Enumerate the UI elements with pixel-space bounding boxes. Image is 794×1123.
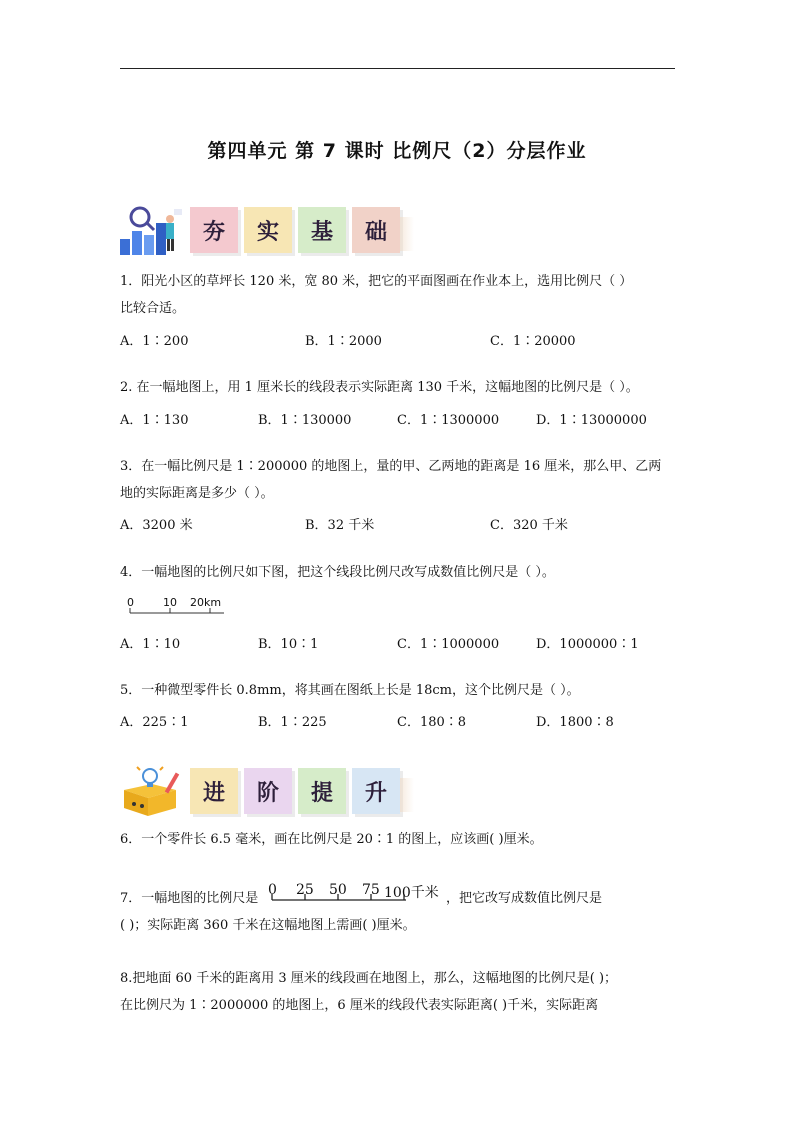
question-8-line-1: 8.把地面 60 千米的距离用 3 厘米的线段画在地图上，那么，这幅地图的比例尺是( )； — [120, 971, 618, 986]
section-char: 阶 — [244, 768, 292, 814]
page-title: 第四单元 第 7 课时 比例尺（2）分层作业 — [207, 140, 587, 162]
option-b: B．1∶2000 — [305, 334, 382, 349]
option-a: A．1∶130 — [120, 413, 189, 428]
scale-label: 0 — [127, 596, 134, 609]
question-5-line-1: 5．一种微型零件长 0.8mm，将其画在图纸上长是 18cm，这个比例尺是（ ）。 — [120, 683, 580, 698]
section-banner-basic — [118, 205, 408, 257]
question-1-line-2: 比较合适。 — [120, 301, 186, 316]
option-a: A．3200 米 — [120, 518, 193, 533]
question-7-suffix: ，把它改写成数值比例尺是 — [446, 891, 603, 906]
header-rule — [120, 68, 675, 69]
scale-label: 0 — [268, 882, 277, 898]
option-d: D．1000000∶1 — [536, 637, 639, 652]
question-4-line-1: 4．一幅地图的比例尺如下图，把这个线段比例尺改写成数值比例尺是（ ）。 — [120, 565, 555, 580]
scale-label: 25 — [296, 882, 314, 898]
banner-fade — [400, 217, 414, 251]
scale-label: 50 — [329, 882, 347, 898]
option-a: A．1∶10 — [120, 637, 181, 652]
question-3-line-1: 3．在一幅比例尺是 1∶200000 的地图上，量的甲、乙两地的距离是 16 厘米，那么甲、乙两 — [120, 459, 662, 474]
section-char: 实 — [244, 207, 292, 253]
section-char: 础 — [352, 207, 400, 253]
section-char: 夯 — [190, 207, 238, 253]
question-7-prefix: 7．一幅地图的比例尺是 — [120, 891, 259, 906]
question-8-line-2: 在比例尺为 1∶2000000 的地图上，6 厘米的线段代表实际距离( )千米，实际距离 — [120, 998, 599, 1013]
question-6-line-1: 6．一个零件长 6.5 毫米，画在比例尺是 20∶1 的图上，应该画( )厘米。 — [120, 832, 543, 847]
line-scale-bar-km — [268, 880, 444, 910]
option-c: C．1∶1300000 — [397, 413, 500, 428]
option-b: B．1∶225 — [258, 715, 327, 730]
section-char: 升 — [352, 768, 400, 814]
section-char: 进 — [190, 768, 238, 814]
line-scale-bar — [124, 596, 234, 620]
question-7-line-2: ( )；实际距离 360 千米在这幅地图上需画( )厘米。 — [120, 918, 416, 933]
option-b: B．32 千米 — [305, 518, 375, 533]
section-char: 提 — [298, 768, 346, 814]
question-3-line-2: 地的实际距离是多少（ ）。 — [120, 486, 274, 501]
scale-label: 100千米 — [384, 885, 439, 901]
scale-label: 75 — [362, 882, 380, 898]
option-a: A．225∶1 — [120, 715, 189, 730]
scale-label: 10 — [163, 596, 177, 609]
section-char: 基 — [298, 207, 346, 253]
question-1-line-1: 1．阳光小区的草坪长 120 米，宽 80 米，把它的平面图画在作业本上，选用比例尺（ ） — [120, 274, 633, 289]
option-c: C．1∶20000 — [490, 334, 576, 349]
question-2-line-1: 2. 在一幅地图上，用 1 厘米长的线段表示实际距离 130 千米，这幅地图的比例尺是（ ）。 — [120, 380, 639, 395]
option-c: C．1∶1000000 — [397, 637, 500, 652]
option-b: B．1∶130000 — [258, 413, 352, 428]
magnifier-chart-icon — [118, 205, 184, 257]
option-d: D．1800∶8 — [536, 715, 614, 730]
section-banner-advanced — [118, 766, 408, 818]
lightbulb-box-icon — [118, 766, 184, 818]
banner-fade — [400, 778, 414, 812]
option-c: C．180∶8 — [397, 715, 467, 730]
option-c: C．320 千米 — [490, 518, 568, 533]
scale-label: 20km — [190, 596, 222, 609]
option-b: B．10∶1 — [258, 637, 319, 652]
option-a: A．1∶200 — [120, 334, 189, 349]
option-d: D．1∶13000000 — [536, 413, 647, 428]
